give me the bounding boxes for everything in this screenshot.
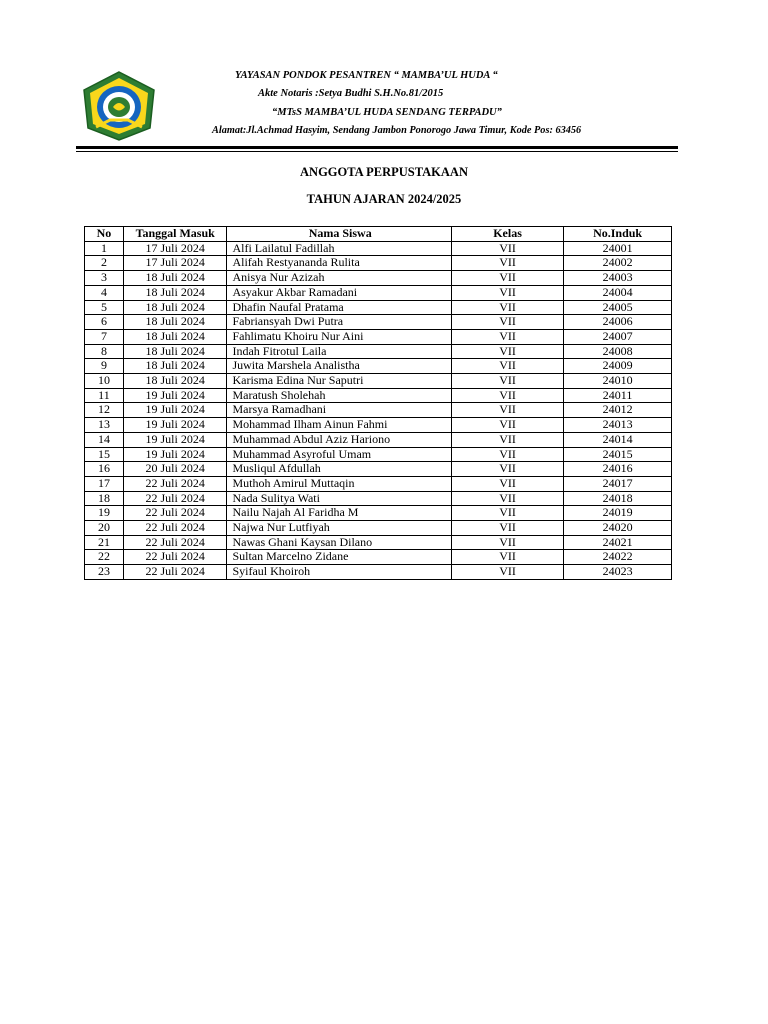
student-name: Musliqul Afdullah (227, 462, 451, 477)
table-row (85, 241, 672, 256)
header-no: No (85, 227, 124, 242)
student-name: Dhafin Naufal Pratama (227, 300, 451, 315)
row-number: 21 (85, 535, 124, 550)
student-name: Nada Sulitya Wati (227, 491, 451, 506)
student-name: Syifaul Khoiroh (227, 565, 451, 580)
student-name: Fahlimatu Khoiru Nur Aini (227, 329, 451, 344)
entry-date: 18 Juli 2024 (123, 374, 227, 389)
table-row (85, 550, 672, 565)
student-name: Anisya Nur Azizah (227, 271, 451, 286)
student-class: VII (451, 241, 563, 256)
foundation-name: YAYASAN PONDOK PESANTREN “ MAMBA’UL HUDA “ (235, 70, 498, 81)
student-class: VII (451, 432, 563, 447)
entry-date: 18 Juli 2024 (123, 329, 227, 344)
student-id: 24004 (564, 285, 672, 300)
row-number: 19 (85, 506, 124, 521)
table-row (85, 300, 672, 315)
student-name: Indah Fitrotul Laila (227, 344, 451, 359)
student-class: VII (451, 388, 563, 403)
student-class: VII (451, 565, 563, 580)
entry-date: 17 Juli 2024 (123, 256, 227, 271)
table-row (85, 256, 672, 271)
row-number: 9 (85, 359, 124, 374)
academic-year: TAHUN AJARAN 2024/2025 (306, 192, 462, 206)
table-row (85, 535, 672, 550)
table-row (85, 476, 672, 491)
student-name: Mohammad Ilham Ainun Fahmi (227, 418, 451, 433)
row-number: 12 (85, 403, 124, 418)
entry-date: 19 Juli 2024 (123, 447, 227, 462)
student-id: 24012 (564, 403, 672, 418)
student-class: VII (451, 506, 563, 521)
student-id: 24013 (564, 418, 672, 433)
student-name: Nawas Ghani Kaysan Dilano (227, 535, 451, 550)
student-class: VII (451, 271, 563, 286)
table-row (85, 359, 672, 374)
member-table (84, 226, 672, 580)
student-class: VII (451, 491, 563, 506)
table-row (85, 447, 672, 462)
entry-date: 18 Juli 2024 (123, 359, 227, 374)
entry-date: 22 Juli 2024 (123, 491, 227, 506)
student-name: Muthoh Amirul Muttaqin (227, 476, 451, 491)
entry-date: 18 Juli 2024 (123, 285, 227, 300)
student-id: 24023 (564, 565, 672, 580)
row-number: 1 (85, 241, 124, 256)
row-number: 23 (85, 565, 124, 580)
student-name: Fabriansyah Dwi Putra (227, 315, 451, 330)
table-row (85, 374, 672, 389)
row-number: 11 (85, 388, 124, 403)
row-number: 3 (85, 271, 124, 286)
entry-date: 20 Juli 2024 (123, 462, 227, 477)
row-number: 18 (85, 491, 124, 506)
entry-date: 19 Juli 2024 (123, 432, 227, 447)
entry-date: 19 Juli 2024 (123, 388, 227, 403)
school-emblem-logo (80, 70, 158, 142)
student-class: VII (451, 535, 563, 550)
student-id: 24006 (564, 315, 672, 330)
student-name: Juwita Marshela Analistha (227, 359, 451, 374)
student-id: 24019 (564, 506, 672, 521)
student-id: 24022 (564, 550, 672, 565)
entry-date: 22 Juli 2024 (123, 476, 227, 491)
header-class: Kelas (451, 227, 563, 242)
row-number: 15 (85, 447, 124, 462)
row-number: 7 (85, 329, 124, 344)
row-number: 8 (85, 344, 124, 359)
student-class: VII (451, 374, 563, 389)
table-row (85, 271, 672, 286)
student-class: VII (451, 476, 563, 491)
student-name: Sultan Marcelno Zidane (227, 550, 451, 565)
entry-date: 22 Juli 2024 (123, 565, 227, 580)
table-row (85, 462, 672, 477)
student-class: VII (451, 256, 563, 271)
student-name: Alifah Restyananda Rulita (227, 256, 451, 271)
table-header-row (85, 227, 672, 242)
header-student-id: No.Induk (564, 227, 672, 242)
student-name: Muhammad Abdul Aziz Hariono (227, 432, 451, 447)
header-name: Nama Siswa (227, 227, 451, 242)
entry-date: 19 Juli 2024 (123, 418, 227, 433)
student-class: VII (451, 462, 563, 477)
table-row (85, 432, 672, 447)
table-row (85, 565, 672, 580)
entry-date: 17 Juli 2024 (123, 241, 227, 256)
student-class: VII (451, 550, 563, 565)
student-id: 24002 (564, 256, 672, 271)
student-id: 24018 (564, 491, 672, 506)
row-number: 6 (85, 315, 124, 330)
student-class: VII (451, 300, 563, 315)
header-date: Tanggal Masuk (123, 227, 227, 242)
entry-date: 22 Juli 2024 (123, 535, 227, 550)
student-class: VII (451, 418, 563, 433)
row-number: 22 (85, 550, 124, 565)
entry-date: 18 Juli 2024 (123, 300, 227, 315)
table-row (85, 344, 672, 359)
student-class: VII (451, 359, 563, 374)
table-row (85, 388, 672, 403)
row-number: 14 (85, 432, 124, 447)
row-number: 20 (85, 521, 124, 536)
entry-date: 18 Juli 2024 (123, 315, 227, 330)
school-name: “MTsS MAMBA’UL HUDA SENDANG TERPADU” (272, 107, 502, 118)
entry-date: 18 Juli 2024 (123, 344, 227, 359)
entry-date: 18 Juli 2024 (123, 271, 227, 286)
row-number: 13 (85, 418, 124, 433)
table-row (85, 403, 672, 418)
entry-date: 19 Juli 2024 (123, 403, 227, 418)
table-row (85, 285, 672, 300)
school-address: Alamat:Jl.Achmad Hasyim, Sendang Jambon Ponorogo Jawa Timur, Kode Pos: 63456 (212, 125, 582, 136)
student-id: 24011 (564, 388, 672, 403)
student-id: 24005 (564, 300, 672, 315)
row-number: 4 (85, 285, 124, 300)
student-id: 24021 (564, 535, 672, 550)
entry-date: 22 Juli 2024 (123, 550, 227, 565)
student-id: 24010 (564, 374, 672, 389)
student-id: 24001 (564, 241, 672, 256)
header-divider-thick (76, 146, 678, 149)
table-row (85, 506, 672, 521)
student-name: Muhammad Asyroful Umam (227, 447, 451, 462)
document-title: ANGGOTA PERPUSTAKAAN (300, 165, 468, 179)
row-number: 5 (85, 300, 124, 315)
student-class: VII (451, 285, 563, 300)
student-id: 24008 (564, 344, 672, 359)
student-class: VII (451, 447, 563, 462)
table-row (85, 491, 672, 506)
table-row (85, 329, 672, 344)
student-id: 24014 (564, 432, 672, 447)
student-id: 24017 (564, 476, 672, 491)
entry-date: 22 Juli 2024 (123, 506, 227, 521)
student-name: Nailu Najah Al Faridha M (227, 506, 451, 521)
student-id: 24020 (564, 521, 672, 536)
student-id: 24015 (564, 447, 672, 462)
student-name: Maratush Sholehah (227, 388, 451, 403)
student-name: Alfi Lailatul Fadillah (227, 241, 451, 256)
student-name: Najwa Nur Lutfiyah (227, 521, 451, 536)
student-class: VII (451, 329, 563, 344)
table-row (85, 315, 672, 330)
row-number: 17 (85, 476, 124, 491)
student-id: 24009 (564, 359, 672, 374)
student-class: VII (451, 344, 563, 359)
entry-date: 22 Juli 2024 (123, 521, 227, 536)
table-row (85, 521, 672, 536)
student-name: Karisma Edina Nur Saputri (227, 374, 451, 389)
table-row (85, 418, 672, 433)
student-name: Marsya Ramadhani (227, 403, 451, 418)
row-number: 16 (85, 462, 124, 477)
student-class: VII (451, 403, 563, 418)
row-number: 2 (85, 256, 124, 271)
notary-deed: Akte Notaris :Setya Budhi S.H.No.81/2015 (258, 88, 444, 99)
row-number: 10 (85, 374, 124, 389)
student-name: Asyakur Akbar Ramadani (227, 285, 451, 300)
student-id: 24007 (564, 329, 672, 344)
student-id: 24016 (564, 462, 672, 477)
student-class: VII (451, 315, 563, 330)
student-id: 24003 (564, 271, 672, 286)
header-divider-thin (76, 151, 678, 152)
student-class: VII (451, 521, 563, 536)
